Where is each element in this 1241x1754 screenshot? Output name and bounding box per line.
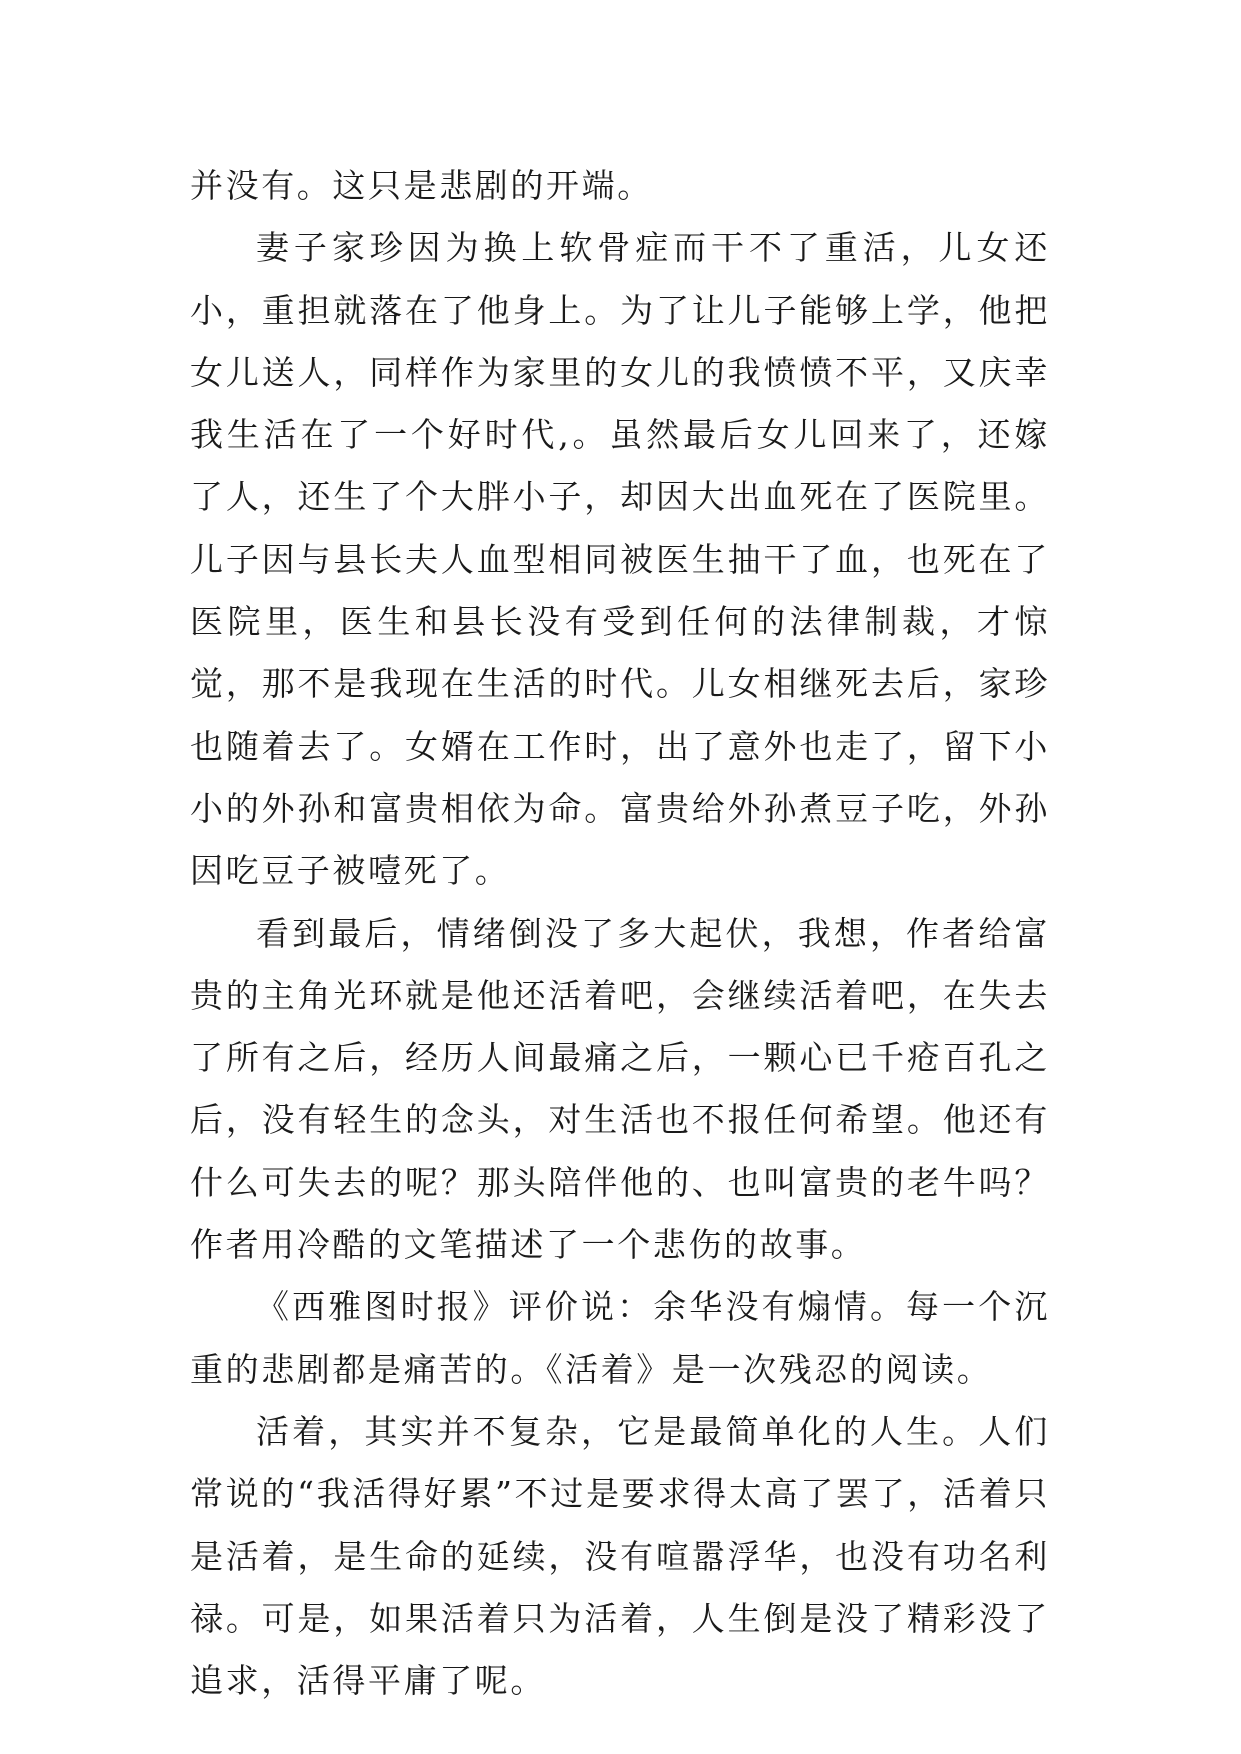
- paragraph-jiazhen: 妻子家珍因为换上软骨症而干不了重活，儿女还小，重担就落在了他身上。为了让儿子能够上学，他把女儿送人，同样作为家里的女儿的我愤愤不平，又庆幸我生活在了一个好时代,。虽然最后女儿回来了，还嫁了人，还生了个大胖小子，却因大出血死在了医院里。儿子因与县长夫人血型相同被医生抽干了血，也死在了医院里，医生和县长没有受到任何的法律制裁，才惊觉，那不是我现在生活的时代。儿女相继死去后，家珍也随着去了。女婿在工作时，出了意外也走了，留下小小的外孙和富贵相依为命。富贵给外孙煮豆子吃，外孙因吃豆子被噎死了。: [190, 228, 1050, 891]
- paragraph-ending-reflection: 看到最后，情绪倒没了多大起伏，我想，作者给富贵的主角光环就是他还活着吧，会继续活着吧，在失去了所有之后，经历人间最痛之后，一颗心已千疮百孔之后，没有轻生的念头，对生活也不报任何希望。他还有什么可失去的呢？那头陪伴他的、也叫富贵的老牛吗？作者用冷酷的文笔描述了一个悲伤的故事。: [190, 913, 1050, 1265]
- paragraph-continuation: 并没有。这只是悲剧的开端。: [190, 166, 653, 205]
- paragraph-seattle-times: 《西雅图时报》评价说：余华没有煽情。每一个沉重的悲剧都是痛苦的。《活着》是一次残忍的阅读。: [190, 1287, 1050, 1389]
- paragraph-living: 活着，其实并不复杂，它是最简单化的人生。人们常说的“我活得好累”不过是要求得太高了罢了，活着只是活着，是生命的延续，没有喧嚣浮华，也没有功名利禄。可是，如果活着只为活着，人生倒是没了精彩没了追求，活得平庸了呢。: [190, 1411, 1050, 1701]
- document-body: [190, 155, 1050, 1712]
